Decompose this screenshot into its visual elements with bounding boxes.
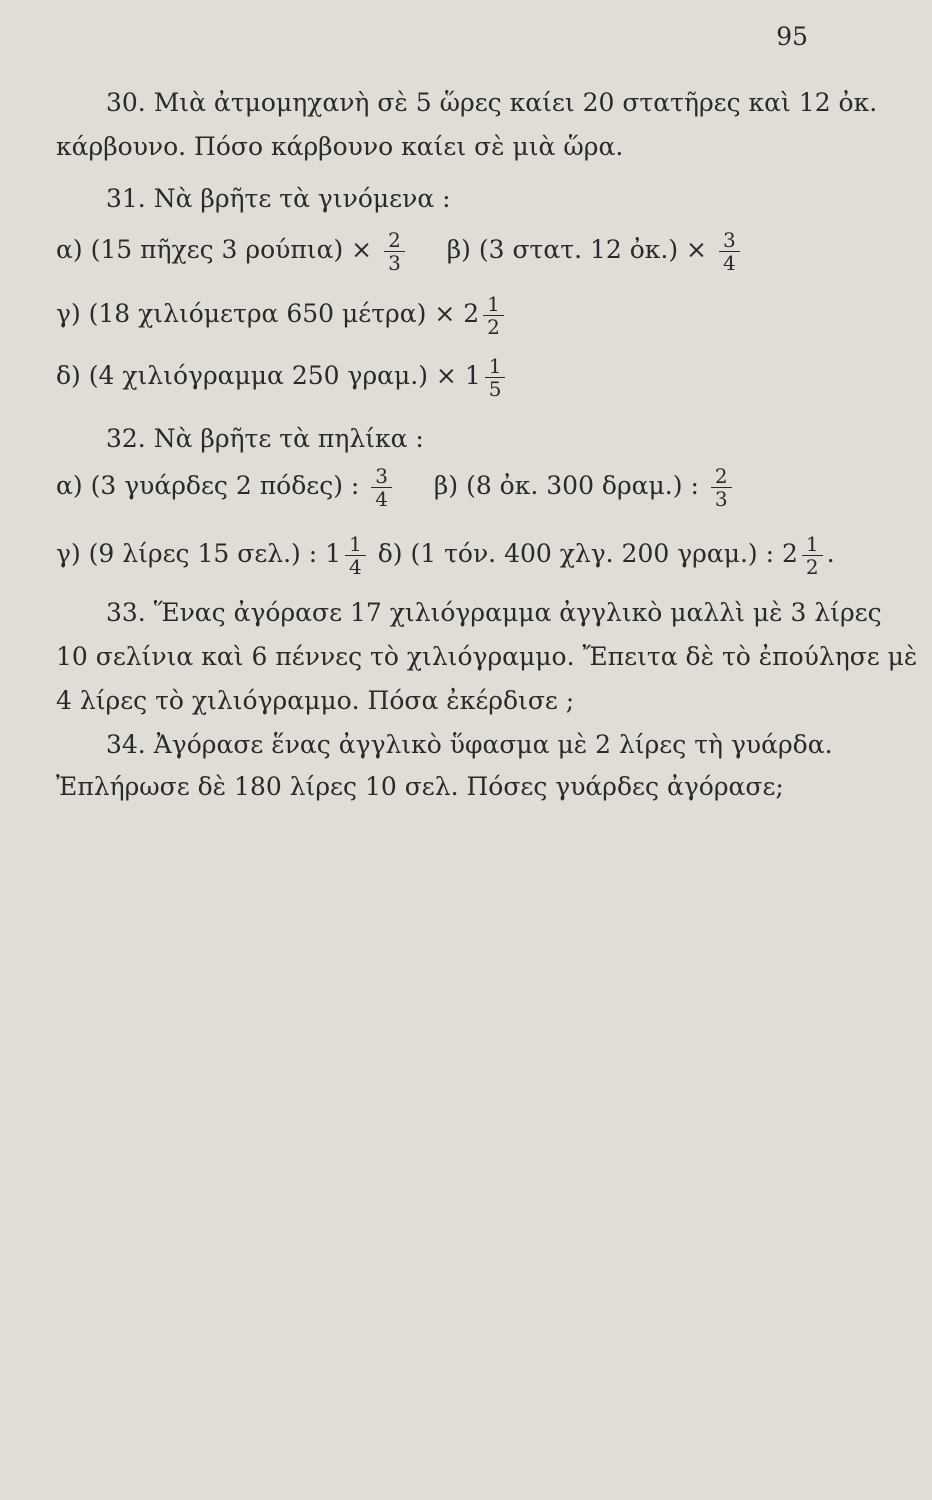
fraction-denominator: 3 [388, 251, 401, 275]
problem-30-line-1: 30. Μιὰ ἀτμομηχανὴ σὲ 5 ὥρες καίει 20 στατῆρες καὶ 12 ὀκ. [106, 88, 878, 117]
fraction-numerator: 1 [485, 355, 506, 378]
fraction-denominator: 4 [722, 251, 736, 275]
problem-32b-text: β) (8 ὀκ. 300 δραμ.) : [433, 471, 699, 500]
problem-31c-text: γ) (18 χιλιόμετρα 650 μέτρα) × 2 [56, 299, 480, 328]
problem-32a-text: α) (3 γυάρδες 2 πόδες) : [56, 471, 360, 500]
fraction-denominator: 4 [375, 487, 389, 511]
fraction-denominator: 3 [714, 487, 728, 511]
problem-31-heading: 31. Νὰ βρῆτε τὰ γινόμενα : [106, 184, 451, 213]
fraction-numerator: 2 [711, 465, 732, 488]
problem-31-row-ab [56, 226, 744, 274]
fraction-numerator: 1 [345, 533, 366, 556]
fraction-numerator: 1 [483, 293, 504, 316]
fraction-denominator: 4 [349, 555, 362, 579]
problem-31c-fraction [483, 293, 504, 338]
problem-34-line-1: 34. Ἀγόρασε ἕνας ἀγγλικὸ ὕφασμα μὲ 2 λίρες τὴ γυάρδα. [106, 730, 833, 759]
problem-32a-fraction [371, 465, 392, 510]
problem-34-line-2: Ἐπλήρωσε δὲ 180 λίρες 10 σελ. Πόσες γυάρδες ἀγόρασε; [56, 772, 784, 801]
problem-32d-end: . [826, 539, 835, 568]
problem-33-line-2: 10 σελίνια καὶ 6 πέννες τὸ χιλιόγραμμο. Ἔπειτα δὲ τὸ ἐπούλησε μὲ [56, 642, 918, 671]
fraction-numerator: 3 [371, 465, 392, 488]
problem-32-row-ab [56, 462, 736, 510]
problem-31a-fraction [384, 229, 405, 274]
fraction-denominator: 2 [805, 555, 819, 579]
fraction-denominator: 2 [487, 315, 500, 339]
problem-32c-text: γ) (9 λίρες 15 σελ.) : 1 [56, 539, 342, 568]
problem-32d-text: δ) (1 τόν. 400 χλγ. 200 γραμ.) : 2 [377, 539, 798, 568]
problem-31a-text: α) (15 πῆχες 3 ρούπια) × [56, 235, 373, 264]
problem-31b-text: β) (3 στατ. 12 ὀκ.) × [446, 235, 708, 264]
fraction-numerator: 3 [719, 229, 740, 252]
page-number: 95 [776, 22, 808, 51]
problem-31d-fraction [485, 355, 506, 400]
problem-32c-fraction [345, 533, 366, 578]
problem-33-line-3: 4 λίρες τὸ χιλιόγραμμο. Πόσα ἐκέρδισε ; [56, 686, 575, 715]
problem-33-line-1: 33. Ἕνας ἀγόρασε 17 χιλιόγραμμα ἀγγλικὸ μαλλὶ μὲ 3 λίρες [106, 598, 882, 627]
problem-32d-fraction [802, 533, 823, 578]
problem-30-line-2: κάρβουνο. Πόσο κάρβουνο καίει σὲ μιὰ ὥρα. [56, 132, 624, 161]
problem-32b-fraction [711, 465, 732, 510]
problem-31b-fraction [719, 229, 740, 274]
fraction-numerator: 2 [384, 229, 405, 252]
fraction-numerator: 1 [802, 533, 823, 556]
problem-32-row-cd [56, 530, 835, 578]
problem-31d-text: δ) (4 χιλιόγραμμα 250 γραμ.) × 1 [56, 361, 481, 390]
problem-31c [56, 290, 508, 338]
fraction-denominator: 5 [488, 377, 502, 401]
problem-32-heading: 32. Νὰ βρῆτε τὰ πηλίκα : [106, 424, 424, 453]
problem-31d [56, 352, 509, 400]
